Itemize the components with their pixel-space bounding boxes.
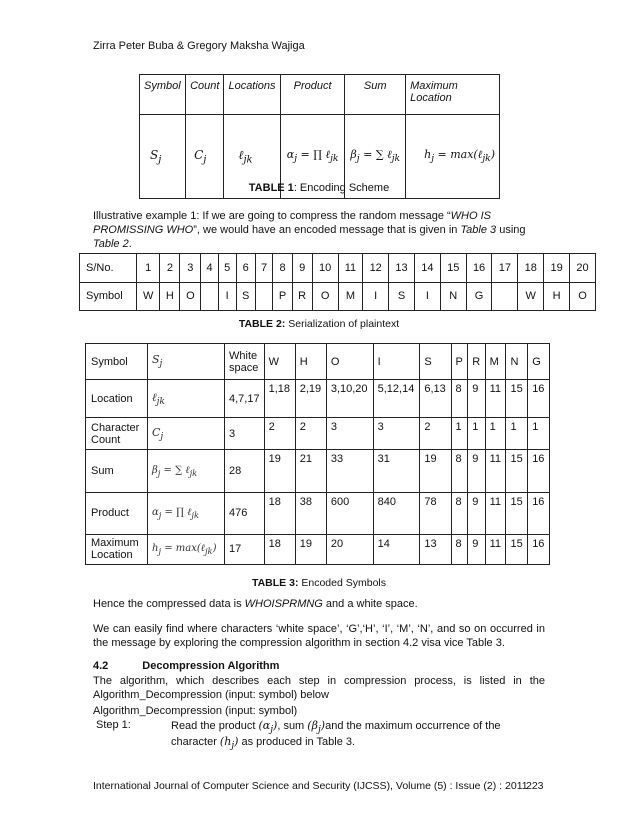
table3-cell: 15 (506, 492, 528, 534)
table2-cell: P (273, 282, 292, 311)
h-symbol: $(h_j)$ (219, 735, 239, 752)
table3-cell: 1 (468, 418, 485, 450)
formula-max: $h_j$ = max(ℓ$_{jk}$) (406, 115, 500, 199)
table3-cell: 3,10,20 (326, 380, 373, 418)
table2-cell: 16 (466, 254, 492, 283)
table1-header-product: Product (280, 75, 345, 115)
table1-header-max-location: Maximum Location (406, 75, 500, 115)
table3-cell: 17 (225, 534, 265, 564)
running-header: Zirra Peter Buba & Gregory Maksha Wajiga (93, 40, 305, 52)
table2-cell: I (363, 282, 389, 311)
compressed-sentence: Hence the compressed data is WHOISPRMNG and a white space. (93, 598, 418, 610)
table3-formula-cell: $\alpha_j$ = ∏ ℓ$_{jk}$ (148, 492, 225, 534)
table3-formula-cell: $\beta_j$ = ∑ ℓ$_{jk}$ (148, 450, 225, 492)
table3-cell: 8 (451, 534, 468, 564)
table3-cell: P (451, 344, 468, 380)
table2-cell: 4 (201, 254, 219, 283)
formula-cj: $C_j$ (186, 115, 224, 199)
table2-cell: O (180, 282, 201, 311)
formula-sj: $S_j$ (140, 115, 186, 199)
example-paragraph: Illustrative example 1: If we are going to compress the random message “WHO IS PROMISSING WHO”, we would have an encoded message that is given in Table 3 using Table 2. (93, 210, 526, 250)
table3-row-location (86, 380, 550, 418)
table2-cell: 8 (273, 254, 292, 283)
table3-cell: 2,19 (295, 380, 326, 418)
table3-formula-cell: $S_j$ (148, 344, 225, 380)
table3-cell: 600 (326, 492, 373, 534)
table3-cell: 1 (506, 418, 528, 450)
table3-formula-cell: $h_j$ = max(ℓ$_{jk}$) (148, 534, 225, 564)
table3-cell: 15 (506, 380, 528, 418)
table3-cell: 8 (451, 380, 468, 418)
table1-header-symbol: Symbol (140, 75, 186, 115)
table2-cell: H (544, 282, 570, 311)
alpha-symbol: $(\alpha_j)$ (258, 719, 278, 736)
table3-cell: 3 (225, 418, 265, 450)
table3-cell: 3 (326, 418, 373, 450)
table3-cell: 14 (373, 534, 420, 564)
section-heading: 4.2 Decompression Algorithm (93, 660, 280, 672)
table3-cell: 16 (528, 492, 550, 534)
table3-cell: 1 (528, 418, 550, 450)
table1-header-sum: Sum (345, 75, 406, 115)
table2-cell: M (338, 282, 363, 311)
table3-row-label: Product (86, 492, 148, 534)
table2-row-sno (80, 254, 596, 283)
table3-cell: 16 (528, 450, 550, 492)
table3-cell: 11 (485, 380, 506, 418)
table3-cell: 9 (468, 534, 485, 564)
table3-cell: 18 (264, 534, 295, 564)
table3-cell: 840 (373, 492, 420, 534)
table2-cell: 11 (338, 254, 363, 283)
table1-header-locations: Locations (224, 75, 280, 115)
table3-cell: 476 (225, 492, 265, 534)
table-encoded-symbols (85, 343, 550, 565)
table2-row-label: Symbol (80, 282, 137, 311)
table2-cell: 7 (255, 254, 273, 283)
table3-caption: TABLE 3: Encoded Symbols (251, 577, 387, 589)
table3-cell: M (485, 344, 506, 380)
table3-formula-cell: ℓ$_{jk}$ (148, 380, 225, 418)
table3-cell: H (295, 344, 326, 380)
table3-cell: R (468, 344, 485, 380)
formula-product: $\alpha_j$ = ∏ ℓ$_{jk}$ (280, 115, 345, 199)
table3-cell: 31 (373, 450, 420, 492)
table2-cell (255, 282, 273, 311)
table3-cell: 28 (225, 450, 265, 492)
table2-cell: I (414, 282, 440, 311)
step1-line1: Read the product $(\alpha_j)$, sum $(\beta_j)and$ the maximum occurrence of the (171, 719, 501, 736)
formula-ljk: ℓ$_{jk}$ (224, 115, 280, 199)
table3-cell: 1 (451, 418, 468, 450)
table3-cell: 9 (468, 380, 485, 418)
table2-cell: 10 (312, 254, 338, 283)
table3-cell: 6,13 (420, 380, 451, 418)
table1-caption: TABLE 1: Encoding Scheme (248, 182, 390, 194)
table2-row-symbol (80, 282, 596, 311)
table3-row-label: Maximum Location (86, 534, 148, 564)
table2-cell: 12 (363, 254, 389, 283)
table2-cell: 14 (414, 254, 440, 283)
table3-cell: 11 (485, 450, 506, 492)
table3-cell: 3 (373, 418, 420, 450)
table3-cell: 16 (528, 380, 550, 418)
table2-cell: S (389, 282, 415, 311)
table2-cell: H (160, 282, 180, 311)
table2-cell: 1 (137, 254, 160, 283)
table2-cell: 9 (292, 254, 312, 283)
table3-cell: 33 (326, 450, 373, 492)
table2-cell: R (292, 282, 312, 311)
exploration-paragraph: We can easily find where characters ‘white space’, ‘G’,‘H’, ‘I’, ‘M’, ‘N’, and so on occurred in the message by exploring the compression algorithm in section 4.2 visa vice Table 3. (93, 623, 545, 649)
table3-cell: I (373, 344, 420, 380)
step1-line2: character $(h_j)$ as produced in Table 3. (171, 735, 356, 752)
footer-journal: International Journal of Computer Science and Security (IJCSS), Volume (5) : Issue (2) : 2011 (93, 780, 528, 792)
table3-row-maxloc (86, 534, 550, 564)
table3-cell: O (326, 344, 373, 380)
table3-cell: White space (225, 344, 265, 380)
table3-cell: 15 (506, 450, 528, 492)
table3-cell: 19 (295, 534, 326, 564)
table3-row-symbol (86, 344, 550, 380)
table3-cell: 8 (451, 492, 468, 534)
table-serialization (79, 253, 596, 311)
table2-cell: I (218, 282, 236, 311)
table2-cell: O (570, 282, 596, 311)
table2-cell: 5 (218, 254, 236, 283)
table2-cell: W (137, 282, 160, 311)
formula-sum: $\beta_j$ = ∑ ℓ$_{jk}$ (345, 115, 406, 199)
table3-cell: 5,12,14 (373, 380, 420, 418)
table3-cell: 21 (295, 450, 326, 492)
table2-cell: 6 (236, 254, 255, 283)
table3-cell: G (528, 344, 550, 380)
step-label: Step 1: (96, 719, 131, 731)
table3-row-label: Character Count (86, 418, 148, 450)
table3-cell: 1,18 (264, 380, 295, 418)
table3-cell: 15 (506, 534, 528, 564)
table3-cell: 11 (485, 534, 506, 564)
table3-cell: 9 (468, 450, 485, 492)
table2-cell: 19 (544, 254, 570, 283)
table3-row-label: Symbol (86, 344, 148, 380)
table2-cell: 18 (518, 254, 544, 283)
table2-cell: 17 (492, 254, 518, 283)
table2-cell: 3 (180, 254, 201, 283)
table3-cell: 19 (420, 450, 451, 492)
table2-cell (201, 282, 219, 311)
table3-formula-cell: $C_j$ (148, 418, 225, 450)
table2-cell: N (440, 282, 466, 311)
page-number: 223 (526, 780, 544, 792)
table-encoding-scheme (139, 74, 500, 199)
algorithm-description: The algorithm, which describes each step in compression process, is listed in the Algorithm_Decompression (input: symbol) below (93, 675, 545, 701)
table1-header-count: Count (186, 75, 224, 115)
beta-symbol: $(\beta_j)$ (307, 719, 326, 736)
table3-cell: 9 (468, 492, 485, 534)
table3-cell: 11 (485, 492, 506, 534)
table2-caption: TABLE 2: Serialization of plaintext (238, 318, 400, 330)
table3-row-count (86, 418, 550, 450)
table3-cell: 18 (264, 492, 295, 534)
table3-cell: 2 (295, 418, 326, 450)
table2-cell: 13 (389, 254, 415, 283)
table2-row-label: S/No. (80, 254, 137, 283)
table3-cell: 16 (528, 534, 550, 564)
table2-cell: W (518, 282, 544, 311)
table3-row-label: Location (86, 380, 148, 418)
table2-cell: S (236, 282, 255, 311)
table3-cell: S (420, 344, 451, 380)
table2-cell (492, 282, 518, 311)
algorithm-title: Algorithm_Decompression (input: symbol) (93, 705, 298, 717)
table3-cell: N (506, 344, 528, 380)
table2-cell: 15 (440, 254, 466, 283)
table3-cell: 1 (485, 418, 506, 450)
table3-row-sum (86, 450, 550, 492)
table3-cell: 8 (451, 450, 468, 492)
table3-cell: 19 (264, 450, 295, 492)
table2-cell: 2 (160, 254, 180, 283)
table2-cell: O (312, 282, 338, 311)
table3-row-product (86, 492, 550, 534)
table3-cell: 38 (295, 492, 326, 534)
table3-cell: 78 (420, 492, 451, 534)
table3-cell: W (264, 344, 295, 380)
table3-cell: 2 (264, 418, 295, 450)
table2-cell: 20 (570, 254, 596, 283)
table1-header-row (140, 75, 500, 115)
table2-cell: G (466, 282, 492, 311)
table3-row-label: Sum (86, 450, 148, 492)
table3-cell: 13 (420, 534, 451, 564)
table3-cell: 2 (420, 418, 451, 450)
table3-cell: 4,7,17 (225, 380, 265, 418)
table3-cell: 20 (326, 534, 373, 564)
